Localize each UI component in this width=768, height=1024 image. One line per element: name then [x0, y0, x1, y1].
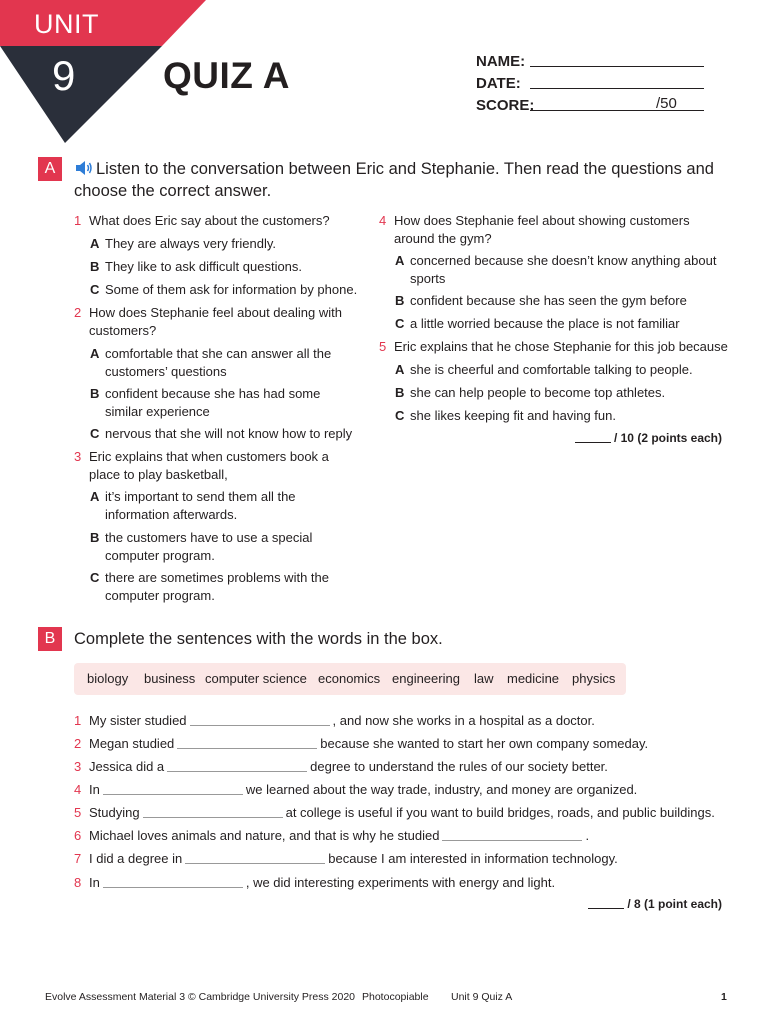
date-field[interactable] — [530, 88, 704, 89]
speaker-icon[interactable] — [74, 160, 94, 176]
sentence-before: In — [89, 782, 100, 797]
option-letter: A — [90, 489, 100, 504]
option-text: They are always very friendly. — [105, 236, 276, 251]
question-text: Eric explains that when customers book a place to play basketball, — [89, 449, 329, 482]
sentence-4 — [74, 781, 637, 799]
sentence-5 — [74, 804, 715, 822]
sentence-number: 7 — [74, 851, 82, 866]
question-text: Eric explains that he chose Stephanie for this job because — [394, 339, 728, 354]
q5-option-a[interactable] — [395, 361, 725, 379]
points-text: / 8 (1 point each) — [627, 897, 722, 911]
footer-photocopiable: Photocopiable — [362, 991, 429, 1003]
sentence-number: 6 — [74, 828, 82, 843]
score-total: /50 — [656, 95, 677, 112]
q1-option-b[interactable] — [90, 258, 355, 276]
unit-label: UNIT — [34, 9, 99, 39]
sentence-after: at college is useful if you want to build bridges, roads, and public buildings. — [285, 805, 715, 820]
name-field[interactable] — [530, 66, 704, 67]
option-text: she can help people to become top athletes. — [410, 385, 666, 400]
word-box-item: law — [474, 671, 494, 686]
option-text: there are sometimes problems with the computer program. — [105, 570, 329, 603]
word-box-item: biology — [87, 671, 129, 686]
option-letter: B — [395, 385, 405, 400]
answer-blank[interactable] — [167, 759, 307, 772]
word-box-item: economics — [318, 671, 381, 686]
option-letter: C — [90, 426, 100, 441]
section-b-instruction: Complete the sentences with the words in the box. — [74, 630, 443, 648]
answer-blank[interactable] — [442, 828, 582, 841]
q3-option-b[interactable] — [90, 529, 320, 565]
q5-option-b[interactable] — [395, 384, 725, 402]
option-letter: B — [90, 386, 100, 401]
option-letter: A — [395, 362, 405, 377]
word-box-item: engineering — [392, 671, 460, 686]
sentence-before: Studying — [89, 805, 140, 820]
section-a-instruction — [74, 158, 714, 202]
q1-option-a[interactable] — [90, 235, 355, 253]
points-blank[interactable] — [588, 908, 624, 909]
sentence-after: , and now she works in a hospital as a doctor. — [332, 713, 595, 728]
points-text: / 10 (2 points each) — [613, 431, 722, 445]
question-number: 4 — [379, 213, 387, 228]
option-text: confident because she has seen the gym before — [410, 293, 687, 308]
q2-option-c[interactable] — [90, 425, 365, 443]
option-letter: C — [395, 408, 405, 423]
option-text: concerned because she doesn’t know anything about sports — [410, 253, 717, 286]
date-label: DATE: — [476, 75, 521, 92]
footer-copyright: Evolve Assessment Material 3 © Cambridge University Press 2020 — [45, 991, 356, 1003]
sentence-before: I did a degree in — [89, 851, 183, 866]
option-text: she is cheerful and comfortable talking to people. — [410, 362, 693, 377]
sentence-before: Jessica did a — [89, 759, 165, 774]
sentence-2 — [74, 735, 648, 753]
sentence-8 — [74, 874, 555, 892]
option-letter: C — [90, 282, 100, 297]
option-text: They like to ask difficult questions. — [105, 259, 303, 274]
q4-option-a[interactable] — [395, 252, 725, 288]
option-letter: A — [90, 236, 100, 251]
sentence-7 — [74, 850, 618, 868]
option-letter: C — [90, 570, 100, 585]
answer-blank[interactable] — [103, 782, 243, 795]
option-letter: B — [90, 530, 100, 545]
question-number: 5 — [379, 339, 387, 354]
option-text: comfortable that she can answer all the customers’ questions — [105, 346, 332, 379]
points-blank[interactable] — [575, 442, 611, 443]
option-text: nervous that she will not know how to reply — [105, 426, 353, 441]
answer-blank[interactable] — [185, 851, 325, 864]
section-a-points — [520, 431, 722, 445]
option-letter: A — [90, 346, 100, 361]
section-b-points — [540, 897, 722, 911]
option-text: the customers have to use a special computer program. — [105, 530, 313, 563]
sentence-before: In — [89, 875, 100, 890]
q3-option-a[interactable] — [90, 488, 320, 524]
name-label: NAME: — [476, 53, 526, 70]
sentence-number: 4 — [74, 782, 82, 797]
answer-blank[interactable] — [103, 875, 243, 888]
section-b-badge: B — [38, 627, 62, 651]
sentence-1 — [74, 712, 595, 730]
sentence-after: because I am interested in information technology. — [328, 851, 618, 866]
answer-blank[interactable] — [177, 736, 317, 749]
question-3 — [74, 448, 344, 484]
sentence-number: 1 — [74, 713, 82, 728]
question-5 — [379, 338, 729, 356]
word-box-item: physics — [572, 671, 616, 686]
sentence-before: My sister studied — [89, 713, 187, 728]
q3-option-c[interactable] — [90, 569, 345, 605]
option-text: a little worried because the place is not familiar — [410, 316, 680, 331]
score-field[interactable] — [530, 110, 704, 111]
option-letter: B — [90, 259, 100, 274]
word-box-item: computer science — [205, 671, 307, 686]
footer-quiz-ref: Unit 9 Quiz A — [451, 991, 513, 1003]
question-number: 2 — [74, 305, 82, 320]
q4-option-c[interactable] — [395, 315, 725, 333]
option-text: it’s important to send them all the information afterwards. — [105, 489, 296, 522]
unit-number: 9 — [52, 52, 76, 99]
word-box-item: business — [144, 671, 196, 686]
question-number: 1 — [74, 213, 82, 228]
sentence-number: 3 — [74, 759, 82, 774]
q2-option-a[interactable] — [90, 345, 340, 381]
question-number: 3 — [74, 449, 82, 464]
section-a-instruction-text: Listen to the conversation between Eric and Stephanie. Then read the questions and choose the correct answer. — [74, 160, 714, 200]
option-text: she likes keeping fit and having fun. — [410, 408, 616, 423]
option-text: Some of them ask for information by phone. — [105, 282, 358, 297]
question-2 — [74, 304, 359, 340]
sentence-after: we learned about the way trade, industry, and money are organized. — [245, 782, 638, 797]
q4-option-b[interactable] — [395, 292, 725, 310]
q2-option-b[interactable] — [90, 385, 330, 421]
word-box — [74, 663, 626, 695]
sentence-after: . — [585, 828, 590, 843]
sentence-before: Megan studied — [89, 736, 175, 751]
question-4 — [379, 212, 704, 248]
sentence-before: Michael loves animals and nature, and that is why he studied — [89, 828, 440, 843]
section-a-badge: A — [38, 157, 62, 181]
answer-blank[interactable] — [143, 805, 283, 818]
sentence-number: 2 — [74, 736, 82, 751]
answer-blank[interactable] — [190, 713, 330, 726]
question-text: How does Stephanie feel about showing customers around the gym? — [394, 213, 690, 246]
sentence-number: 8 — [74, 875, 82, 890]
option-text: confident because she has had some similar experience — [105, 386, 321, 419]
option-letter: C — [395, 316, 405, 331]
q5-option-c[interactable] — [395, 407, 725, 425]
sentence-number: 5 — [74, 805, 82, 820]
question-text: How does Stephanie feel about dealing with customers? — [89, 305, 342, 338]
option-letter: B — [395, 293, 405, 308]
sentence-3 — [74, 758, 608, 776]
quiz-title: QUIZ A — [163, 55, 291, 96]
page-number: 1 — [721, 991, 727, 1003]
sentence-after: because she wanted to start her own company someday. — [320, 736, 649, 751]
sentence-after: degree to understand the rules of our society better. — [310, 759, 608, 774]
sentence-after: , we did interesting experiments with energy and light. — [245, 875, 556, 890]
question-1 — [74, 212, 364, 230]
question-text: What does Eric say about the customers? — [89, 213, 330, 228]
word-box-item: medicine — [507, 671, 560, 686]
sentence-6 — [74, 827, 589, 845]
q1-option-c[interactable] — [90, 281, 365, 299]
option-letter: A — [395, 253, 405, 268]
score-label: SCORE: — [476, 97, 535, 114]
